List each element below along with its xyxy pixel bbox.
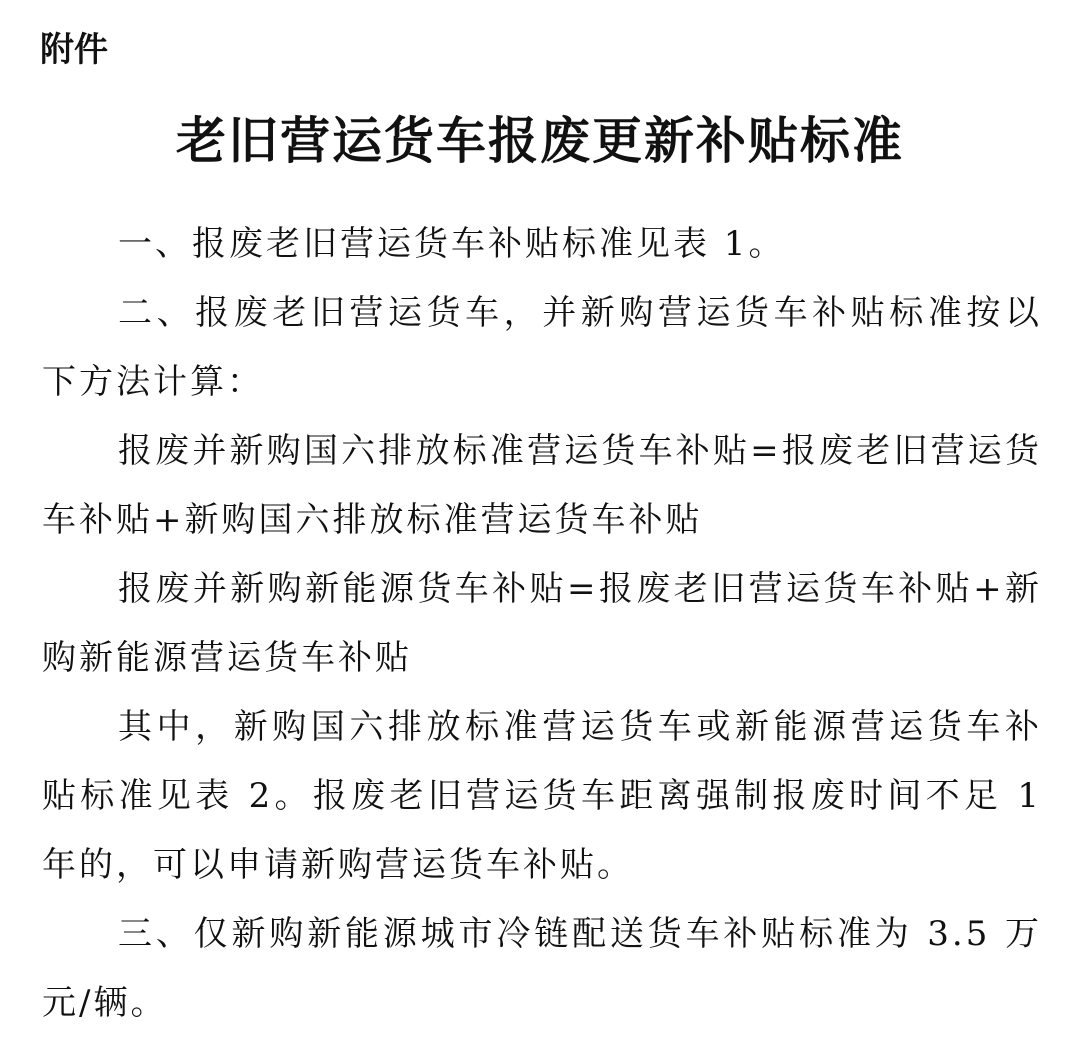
- document-title: 老旧营运货车报废更新补贴标准: [176, 112, 904, 170]
- paragraph-formula-new-energy: 报废并新购新能源货车补贴=报废老旧营运货车补贴+新购新能源营运货车补贴: [42, 569, 1042, 678]
- paragraph-section-three: 三、仅新购新能源城市冷链配送货车补贴标准为 3.5 万元/辆。: [42, 914, 1042, 1023]
- document-body: [42, 210, 1042, 1038]
- paragraph-note: 其中，新购国六排放标准营运货车或新能源营运货车补贴标准见表 2。报废老旧营运货车距离强制报废时间不足 1 年的，可以申请新购营运货车补贴。: [42, 707, 1042, 885]
- attachment-label: 附件: [40, 30, 108, 70]
- paragraph-formula-guoliu: 报废并新购国六排放标准营运货车补贴=报废老旧营运货车补贴+新购国六排放标准营运货车补贴: [42, 431, 1042, 540]
- paragraph-section-two: 二、报废老旧营运货车，并新购营运货车补贴标准按以下方法计算：: [42, 293, 1042, 402]
- paragraph-section-one: 一、报废老旧营运货车补贴标准见表 1。: [118, 224, 786, 264]
